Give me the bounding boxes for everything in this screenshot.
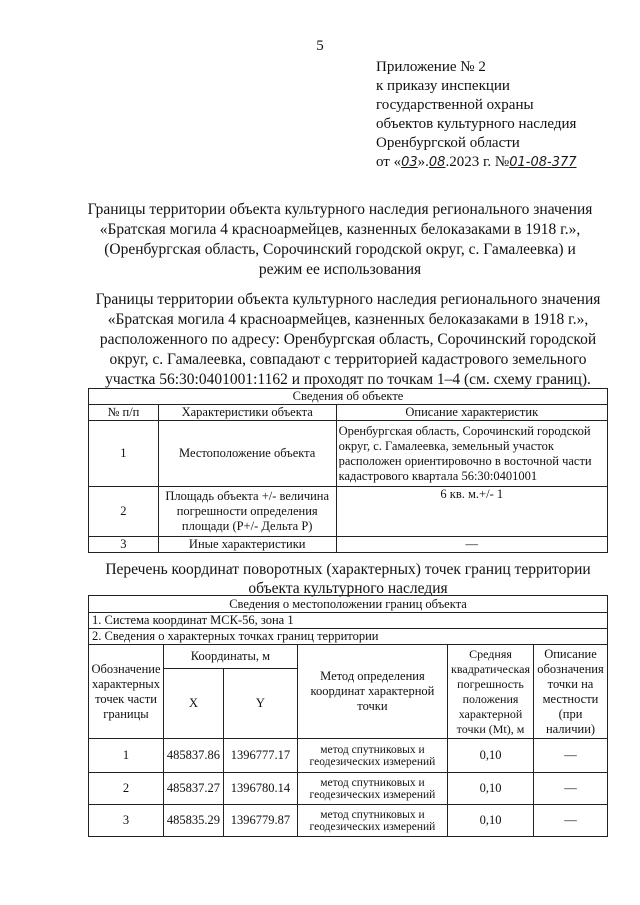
date-mid: ». <box>417 154 429 170</box>
coordinates-table <box>88 595 608 837</box>
document-title <box>60 200 620 280</box>
cell-name: Площадь объекта +/- величина погрешности определения площади (P+/- Дельта P) <box>158 487 336 537</box>
cell-error: 0,10 <box>448 773 534 805</box>
title-line: режим ее использования <box>258 261 422 278</box>
cell-desc: — <box>533 739 607 773</box>
appendix-block <box>376 58 577 172</box>
paragraph-line: участка 56:30:0401001:1162 и проходят по точкам 1–4 (см. схему границ). <box>105 371 591 388</box>
handwritten-month: 08 <box>428 155 446 170</box>
cell-name: Иные характеристики <box>158 537 336 553</box>
header-method: Метод определения координат характерной точки <box>297 645 447 739</box>
cell-point: 3 <box>89 805 164 837</box>
paragraph-line: округ, с. Гамалеевка, совпадают с территорией кадастрового земельного <box>109 351 587 368</box>
cell-method: метод спутниковых и геодезических измерений <box>297 739 447 773</box>
table-row <box>89 739 608 773</box>
cell-desc: — <box>533 773 607 805</box>
title-line: Границы территории объекта культурного наследия регионального значения <box>87 201 593 218</box>
cell-desc: Оренбургская область, Сорочинский городской округ, с. Гамалеевка, земельный участок расположен ориентировочно в восточной части кадастрового квартала 56:30:0401001 <box>336 421 607 487</box>
appendix-date-line <box>376 153 577 172</box>
table-caption: Сведения об объекте <box>89 389 608 405</box>
header-desc: Описание обозначения точки на местности (при наличии) <box>533 645 607 739</box>
table-row <box>89 421 608 487</box>
section-heading: 2. Сведения о характерных точках границ территории <box>89 629 608 645</box>
paragraph-line: расположенного по адресу: Оренбургская область, Сорочинский городской <box>99 331 597 348</box>
date-prefix: от « <box>376 154 402 170</box>
header-x: X <box>163 669 223 739</box>
header-error: Средняя квадратическая погрешность положения характерной точки (Mt), м <box>448 645 534 739</box>
table-row <box>89 537 608 553</box>
cell-y: 1396779.87 <box>223 805 297 837</box>
cell-method: метод спутниковых и геодезических измерений <box>297 773 447 805</box>
appendix-line: государственной охраны <box>376 97 534 113</box>
cell-error: 0,10 <box>448 739 534 773</box>
cell-y: 1396777.17 <box>223 739 297 773</box>
header-coords: Координаты, м <box>163 645 297 669</box>
coordinate-system: 1. Система координат МСК-56, зона 1 <box>89 613 608 629</box>
page-number: 5 <box>316 38 324 54</box>
appendix-line: к приказу инспекции <box>376 78 510 94</box>
appendix-line: Приложение № 2 <box>376 59 486 75</box>
boundary-paragraph <box>88 290 608 390</box>
table-row <box>89 487 608 537</box>
cell-x: 485837.86 <box>163 739 223 773</box>
date-year: .2023 г. № <box>445 154 510 170</box>
cell-x: 485837.27 <box>163 773 223 805</box>
cell-desc: — <box>336 537 607 553</box>
title-line: «Братская могила 4 красноармейцев, казненных белоказаками в 1918 г.», <box>99 221 581 238</box>
header-point: Обозначение характерных точек части границы <box>89 645 164 739</box>
cell-desc: — <box>533 805 607 837</box>
cell-point: 1 <box>89 739 164 773</box>
table-caption: Сведения о местоположении границ объекта <box>89 596 608 613</box>
cell-x: 485835.29 <box>163 805 223 837</box>
cell-error: 0,10 <box>448 805 534 837</box>
paragraph-line: «Братская могила 4 красноармейцев, казненных белоказаками в 1918 г.», <box>107 311 589 328</box>
object-info-table <box>88 388 608 553</box>
cell-method: метод спутниковых и геодезических измерений <box>297 805 447 837</box>
header-y: Y <box>223 669 297 739</box>
cell-name: Местоположение объекта <box>158 421 336 487</box>
header-num: № п/п <box>89 405 159 421</box>
paragraph-line: Границы территории объекта культурного наследия регионального значения <box>95 291 601 308</box>
cell-point: 2 <box>89 773 164 805</box>
cell-num: 1 <box>89 421 159 487</box>
handwritten-day: 03 <box>401 155 418 170</box>
title-line: (Оренбургская область, Сорочинский городской округ, с. Гамалеевка) и <box>104 241 576 258</box>
cell-num: 2 <box>89 487 159 537</box>
coordinates-title-line: объекта культурного наследия <box>248 580 448 597</box>
table-row <box>89 805 608 837</box>
handwritten-order-number: 01-08-377 <box>509 155 577 170</box>
cell-desc: 6 кв. м.+/- 1 <box>336 487 607 537</box>
cell-num: 3 <box>89 537 159 553</box>
table-row <box>89 773 608 805</box>
coordinates-title-line: Перечень координат поворотных (характерных) точек границ территории <box>105 561 591 578</box>
appendix-line: объектов культурного наследия <box>376 116 577 132</box>
header-characteristic: Характеристики объекта <box>158 405 336 421</box>
coordinates-title <box>88 560 608 598</box>
appendix-line: Оренбургской области <box>376 135 520 151</box>
header-description: Описание характеристик <box>336 405 607 421</box>
cell-y: 1396780.14 <box>223 773 297 805</box>
